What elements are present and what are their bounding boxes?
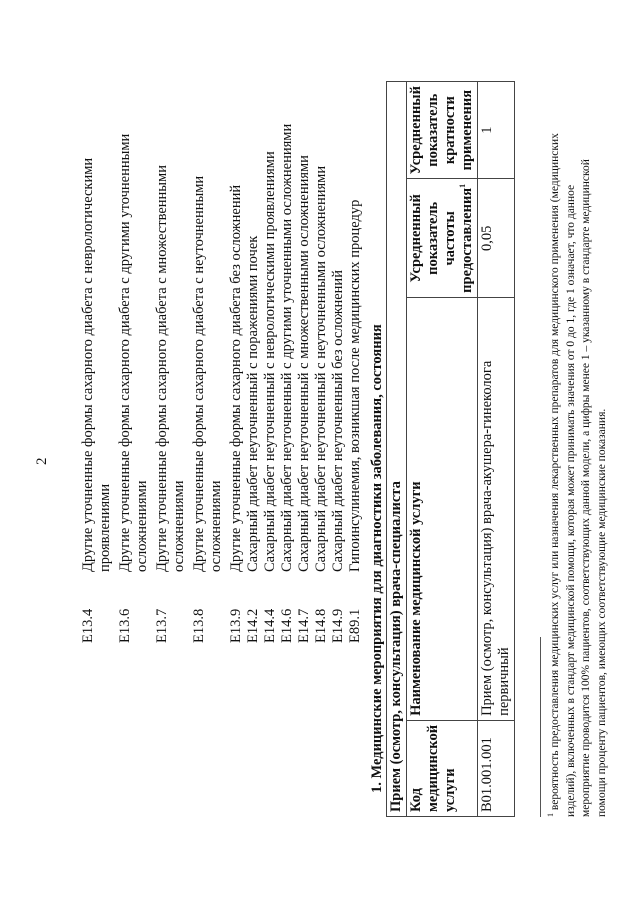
diagnosis-row: [191, 0, 225, 905]
header-multiplicity: Усредненный показатель кратности применения: [407, 82, 478, 179]
diagnosis-row: [313, 0, 330, 905]
diagnosis-code: E14.8: [313, 608, 329, 643]
footnote-marker: 1: [546, 813, 556, 817]
footnote-separator: [540, 637, 541, 817]
diagnosis-row: [262, 0, 279, 905]
diagnosis-description-line: Другие уточненные формы сахарного диабета с неврологическими: [80, 157, 96, 572]
diagnosis-description-line: осложнениями: [134, 480, 150, 572]
header-frequency: [407, 179, 478, 298]
cell-code: B01.001.001: [478, 720, 515, 816]
diagnosis-row: [347, 0, 364, 905]
diagnosis-description: [262, 102, 279, 572]
diagnosis-description-line: Сахарный диабет неуточненный без осложнений: [330, 270, 346, 572]
cell-multiplicity: 1: [478, 82, 515, 179]
diagnosis-row: [279, 0, 296, 905]
diagnosis-code: E13.8: [191, 608, 207, 643]
diagnosis-row: [330, 0, 347, 905]
header-name: Наименование медицинской услуги: [407, 298, 478, 721]
diagnosis-row: [80, 0, 114, 905]
diagnosis-description: [313, 102, 330, 572]
diagnosis-description: [330, 102, 347, 572]
table-header-row: [407, 82, 478, 817]
diagnosis-description: [154, 102, 188, 572]
diagnosis-code: E13.4: [80, 608, 96, 643]
footnote-text: вероятность предоставления медицинских услуг или назначения лекарственных препаратов для медицинского применения (медицинских изделий), включенных в стандарт медицинской помощи, которая может принимать значения от 0 до 1, где 1 означает, что данное мероприятие проводится 100% пациентов, соответствующих данной модели, а цифры менее 1 – указанному в стандарте медицинской помощи проценту пациентов, имеющих соответствующие медицинские показания.: [549, 133, 608, 817]
header-frequency-text: Усредненный показатель частоты предоставления: [408, 187, 475, 293]
diagnosis-description: [191, 102, 225, 572]
cell-frequency: 0,05: [478, 179, 515, 298]
diagnosis-code: E14.6: [279, 608, 295, 643]
diagnosis-description-line: Сахарный диабет неуточненный с неуточненными осложнениями: [313, 165, 329, 572]
diagnosis-description-line: Другие уточненные формы сахарного диабета с множественными: [154, 165, 170, 572]
diagnosis-description-line: Другие уточненные формы сахарного диабета с другими уточненными: [117, 133, 133, 572]
diagnosis-code: E14.7: [296, 608, 312, 643]
header-code: Код медицинской услуги: [407, 720, 478, 816]
diagnosis-code: E13.6: [117, 608, 133, 643]
diagnosis-row: [245, 0, 262, 905]
table-subheading: Прием (осмотр, консультация) врача-специалиста: [387, 82, 407, 817]
services-table: [386, 81, 515, 817]
diagnosis-code: E89.1: [347, 608, 363, 643]
table-row: [478, 82, 515, 817]
diagnosis-description-line: Сахарный диабет неуточненный с другими уточненными осложнениями: [279, 123, 295, 572]
diagnosis-description: [117, 102, 151, 572]
diagnosis-code: E14.4: [262, 608, 278, 643]
diagnosis-code: E13.9: [228, 608, 244, 643]
diagnosis-description-line: Гипоинсулинемия, возникшая после медицинских процедур: [347, 199, 363, 572]
diagnosis-code: E13.7: [154, 608, 170, 643]
diagnosis-description-line: Сахарный диабет неуточненный с множественными осложнениями: [296, 155, 312, 572]
page-number: 2: [34, 457, 50, 465]
diagnosis-description: [228, 102, 245, 572]
diagnosis-code: E14.9: [330, 608, 346, 643]
diagnosis-row: [154, 0, 188, 905]
diagnosis-description-line: Сахарный диабет неуточненный с неврологическими проявлениями: [262, 151, 278, 572]
diagnosis-description-line: Другие уточненные формы сахарного диабета без осложнений: [228, 184, 244, 572]
cell-name: Прием (осмотр, консультация) врача-акушера-гинеколога первичный: [478, 298, 515, 721]
header-frequency-sup: 1: [458, 183, 468, 188]
diagnosis-row: [296, 0, 313, 905]
table-subheading-row: [387, 82, 407, 817]
diagnosis-description-line: осложнениями: [208, 480, 224, 572]
diagnosis-description: [347, 102, 364, 572]
diagnosis-description: [279, 102, 296, 572]
diagnosis-row: [228, 0, 245, 905]
diagnosis-description: [80, 102, 114, 572]
diagnosis-description-line: Сахарный диабет неуточненный с поражениями почек: [245, 235, 261, 572]
diagnosis-description-line: осложнениями: [171, 480, 187, 572]
diagnosis-description-line: проявлениями: [97, 483, 113, 572]
footnote: [548, 127, 610, 817]
diagnosis-code: E14.2: [245, 608, 261, 643]
diagnosis-description: [296, 102, 313, 572]
diagnosis-row: [117, 0, 151, 905]
diagnosis-description-line: Другие уточненные формы сахарного диабета с неуточненными: [191, 175, 207, 572]
diagnosis-description: [245, 102, 262, 572]
section-title: 1. Медицинские мероприятия для диагностики заболевания, состояния: [369, 324, 385, 793]
